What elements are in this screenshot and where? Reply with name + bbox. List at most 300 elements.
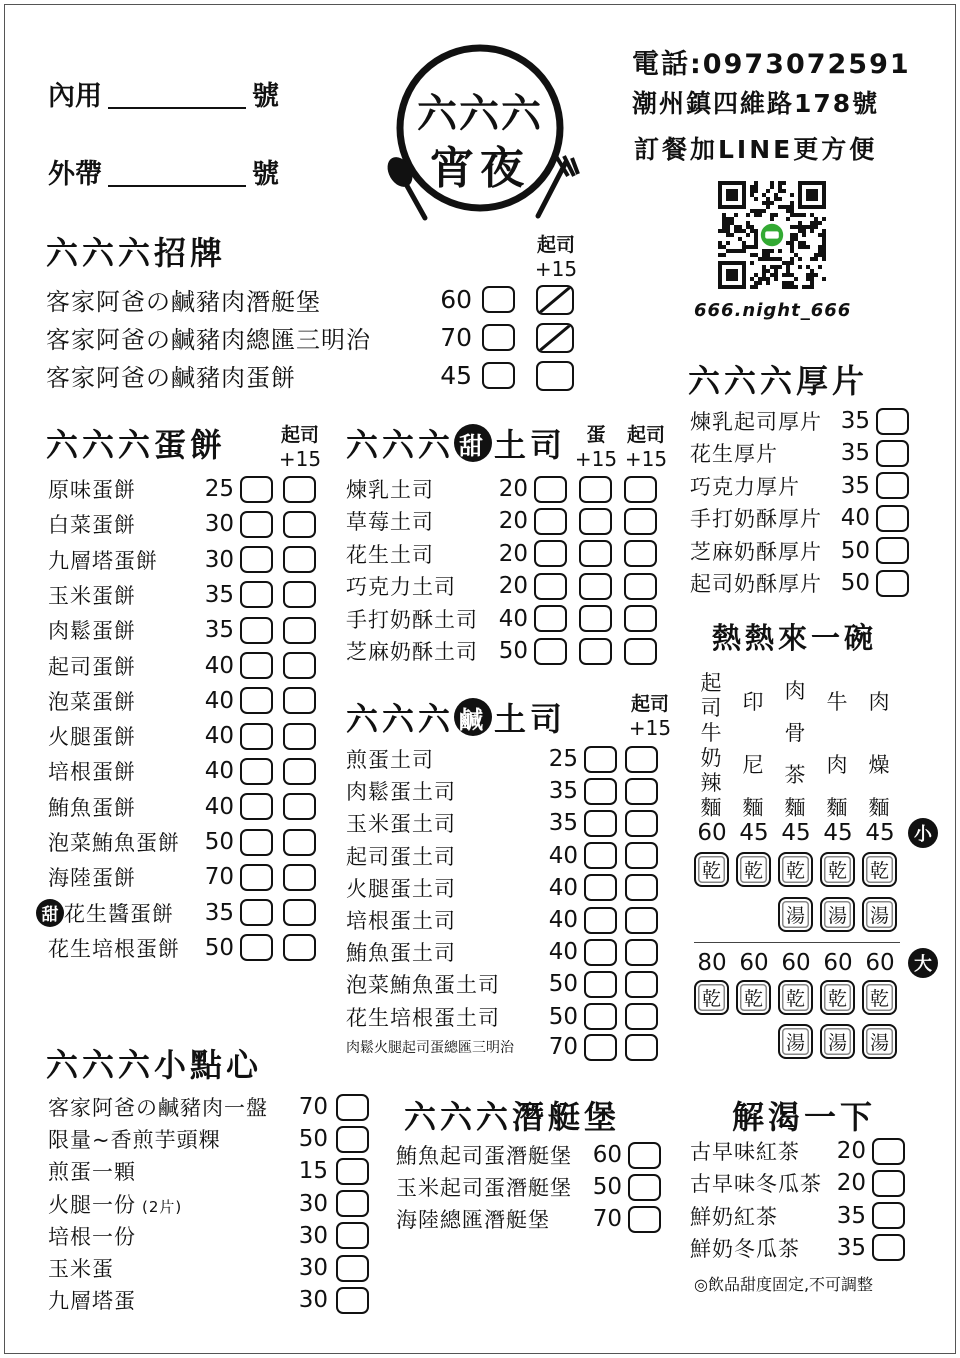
- sweet-toast-addon2-price: +15: [624, 447, 668, 471]
- item-price: 60: [440, 285, 472, 314]
- order-checkbox[interactable]: [534, 540, 567, 567]
- checkbox-group: [584, 907, 666, 934]
- order-checkbox[interactable]: [534, 476, 567, 503]
- item-name: 鮪魚蛋餅: [48, 795, 136, 820]
- item-price: 50: [592, 1174, 622, 1200]
- checkbox-group: [584, 810, 666, 837]
- order-checkbox[interactable]: [336, 1222, 369, 1249]
- checkbox-group: [240, 723, 326, 750]
- snack-row: [48, 1285, 369, 1315]
- noodle-small-price: 45: [823, 820, 853, 846]
- noodle-name-main: [869, 670, 890, 796]
- order-checkbox[interactable]: [584, 842, 617, 869]
- salty-toast-addon-header: [626, 692, 674, 740]
- item-name: 花生厚片: [690, 442, 778, 467]
- addon-checkbox[interactable]: [283, 758, 316, 785]
- dry-option[interactable]: 乾: [778, 852, 813, 887]
- line-id: 666.night_666: [694, 300, 852, 321]
- noodle-char: 牛: [826, 689, 848, 714]
- item-price: 35: [204, 581, 234, 608]
- item-price: 40: [204, 687, 234, 714]
- sweet-toast-addon1-header: [574, 423, 618, 471]
- sweet-toast-addon1-label: 蛋: [586, 424, 606, 446]
- noodles-title: 熱熱來一碗: [712, 621, 878, 655]
- sweet-toast-row: [346, 539, 669, 569]
- item-price: 35: [204, 617, 234, 644]
- checkbox-group: [240, 864, 326, 891]
- item-price: 40: [548, 842, 578, 869]
- dry-option[interactable]: 乾: [694, 980, 729, 1015]
- item-price: 50: [548, 971, 578, 998]
- order-checkbox[interactable]: [240, 511, 273, 538]
- item-name: 培根蛋土司: [346, 909, 456, 933]
- egg-pancake-row: [48, 474, 326, 504]
- addon-checkbox[interactable]: [283, 829, 316, 856]
- order-checkbox[interactable]: [534, 508, 567, 535]
- order-checkbox[interactable]: [336, 1158, 369, 1185]
- item-name: 鮮奶冬瓜茶: [690, 1236, 800, 1261]
- order-checkbox[interactable]: [240, 934, 273, 961]
- order-checkbox[interactable]: [876, 472, 909, 499]
- checkbox-group: [534, 476, 669, 503]
- order-checkbox[interactable]: [876, 440, 909, 467]
- order-checkbox[interactable]: [872, 1138, 905, 1165]
- order-checkbox[interactable]: [240, 758, 273, 785]
- item-price: 40: [204, 652, 234, 679]
- order-checkbox[interactable]: [240, 476, 273, 503]
- order-checkbox[interactable]: [872, 1202, 905, 1229]
- order-checkbox[interactable]: [240, 617, 273, 644]
- addon-checkbox[interactable]: [625, 971, 658, 998]
- item-price: 20: [836, 1138, 866, 1164]
- order-checkbox[interactable]: [876, 570, 909, 597]
- order-checkbox[interactable]: [534, 638, 567, 665]
- order-checkbox[interactable]: [872, 1234, 905, 1261]
- snack-row: [48, 1124, 369, 1154]
- egg-pancake-row: [48, 651, 326, 681]
- sub-row: [396, 1140, 675, 1170]
- egg-pancake-row: [48, 580, 326, 610]
- item-name: 泡菜蛋餅: [48, 689, 136, 714]
- signature-row: [46, 320, 574, 355]
- item-name-text: 培根一份: [48, 1224, 136, 1249]
- address: 潮州鎮四維路178號: [632, 89, 880, 118]
- addon-checkbox[interactable]: [283, 617, 316, 644]
- addon-checkbox[interactable]: [624, 605, 657, 632]
- order-checkbox[interactable]: [584, 810, 617, 837]
- salty-toast-row: [346, 1002, 666, 1032]
- addon-checkbox[interactable]: [625, 778, 658, 805]
- salty-toast-addon-price: +15: [628, 716, 672, 740]
- addon-checkbox[interactable]: [625, 842, 658, 869]
- sweet-toast-title-pre: 六六六: [346, 426, 455, 464]
- addon-checkbox[interactable]: [283, 652, 316, 679]
- item-price: 50: [298, 1126, 328, 1153]
- thick-toast-row: [690, 406, 923, 436]
- egg-pancake-title: 六六六蛋餅: [46, 426, 227, 464]
- order-checkbox[interactable]: [240, 546, 273, 573]
- order-checkbox[interactable]: [876, 537, 909, 564]
- soup-option[interactable]: 湯: [820, 1024, 855, 1059]
- addon-checkbox[interactable]: [625, 939, 658, 966]
- noodle-large-price: 60: [781, 950, 811, 976]
- item-name-text: 客家阿爸の鹹豬肉一盤: [48, 1096, 268, 1120]
- logo: [380, 40, 580, 225]
- addon-checkbox[interactable]: [624, 508, 657, 535]
- drink-row: [690, 1168, 919, 1198]
- item-price: 70: [298, 1094, 328, 1120]
- dine-in-suffix: 號: [252, 81, 279, 112]
- dry-option[interactable]: 乾: [820, 980, 855, 1015]
- noodle-large-price: 60: [823, 950, 853, 976]
- order-checkbox[interactable]: [628, 1206, 661, 1233]
- item-name: 玉米蛋餅: [48, 583, 136, 608]
- thick-toast-row: [690, 568, 923, 598]
- item-name-text: 玉米蛋: [48, 1257, 114, 1281]
- item-price: 25: [204, 476, 234, 502]
- dry-option[interactable]: 乾: [862, 980, 897, 1015]
- salty-toast-row: [346, 1034, 666, 1061]
- noodle-name: [862, 670, 896, 820]
- item-price: 70: [440, 323, 472, 352]
- dry-option[interactable]: 乾: [862, 852, 897, 887]
- addon-checkbox[interactable]: [625, 874, 658, 901]
- noodle-char: 茶: [784, 763, 806, 787]
- thick-toast-title: 六六六厚片: [688, 362, 869, 400]
- item-price: 35: [548, 810, 578, 837]
- dry-option[interactable]: 乾: [736, 852, 771, 887]
- take-out-field[interactable]: [48, 152, 279, 191]
- order-checkbox[interactable]: [240, 581, 273, 608]
- addon-checkbox[interactable]: [283, 511, 316, 538]
- order-checkbox[interactable]: [876, 505, 909, 532]
- item-price: 70: [592, 1206, 622, 1232]
- order-checkbox[interactable]: [240, 899, 273, 926]
- item-name: [48, 1285, 286, 1315]
- addon-checkbox[interactable]: [625, 746, 658, 773]
- order-checkbox[interactable]: [336, 1190, 369, 1217]
- order-checkbox[interactable]: [584, 939, 617, 966]
- item-name: 起司蛋土司: [346, 844, 456, 869]
- egg-pancake-row: [48, 827, 326, 857]
- item-note: (2片): [142, 1197, 183, 1216]
- item-price: 25: [548, 746, 578, 772]
- item-price: 50: [204, 934, 234, 961]
- checkbox-group: [872, 1170, 919, 1197]
- drinks-title: 解渴一下: [732, 1098, 877, 1136]
- item-name: 鮪魚起司蛋潛艇堡: [396, 1144, 572, 1168]
- order-checkbox[interactable]: [240, 687, 273, 714]
- noodle-small-price: 45: [781, 820, 811, 846]
- addon-checkbox[interactable]: [579, 638, 612, 665]
- addon-checkbox[interactable]: [283, 723, 316, 750]
- addon-checkbox[interactable]: [283, 793, 316, 820]
- item-name: 花生醬蛋餅: [64, 901, 174, 926]
- addon-checkbox[interactable]: [579, 476, 612, 503]
- noodle-char: 骨: [784, 721, 806, 745]
- order-checkbox[interactable]: [872, 1170, 905, 1197]
- item-price: 35: [840, 408, 870, 434]
- addon-checkbox[interactable]: [624, 638, 657, 665]
- signature-addon-price: +15: [534, 257, 578, 281]
- item-price: 70: [204, 864, 234, 891]
- item-price: 35: [836, 1234, 866, 1261]
- dine-in-label: 內用: [48, 81, 102, 112]
- noodle-name-main: [785, 670, 806, 796]
- dine-in-field[interactable]: [48, 74, 279, 113]
- addon-checkbox[interactable]: [579, 605, 612, 632]
- checkbox-group: [872, 1202, 919, 1229]
- item-name: 煉乳土司: [346, 478, 434, 502]
- addon-checkbox[interactable]: [283, 899, 316, 926]
- item-name: [48, 1253, 286, 1283]
- soup-option[interactable]: 湯: [862, 1024, 897, 1059]
- noodle-name-main: [827, 670, 848, 796]
- dry-option[interactable]: 乾: [778, 980, 813, 1015]
- item-name: 九層塔蛋餅: [48, 548, 158, 573]
- addon-checkbox[interactable]: [625, 810, 658, 837]
- item-price: 50: [498, 638, 528, 664]
- egg-pancake-row: [48, 792, 326, 822]
- item-price: 40: [204, 793, 234, 820]
- order-checkbox[interactable]: [628, 1142, 661, 1169]
- checkbox-group: [534, 508, 669, 535]
- drink-row: [690, 1233, 919, 1263]
- addon-checkbox[interactable]: [624, 540, 657, 567]
- addon-checkbox[interactable]: [283, 476, 316, 503]
- cheese-checkbox[interactable]: [536, 361, 574, 391]
- sweet-toast-row: [346, 636, 669, 666]
- item-name: 客家阿爸の鹹豬肉潛艇堡: [46, 288, 321, 316]
- salty-toast-row: [346, 841, 666, 871]
- item-name: [48, 1221, 286, 1251]
- checkbox-group: [240, 476, 326, 503]
- line-note: 訂餐加LINE更方便: [634, 135, 878, 164]
- addon-checkbox[interactable]: [579, 540, 612, 567]
- thick-toast-row: [690, 471, 923, 501]
- item-name: [48, 1124, 286, 1154]
- checkbox-group: [240, 546, 326, 573]
- addon-checkbox[interactable]: [283, 546, 316, 573]
- sweet-toast-row: [346, 506, 669, 536]
- checkbox-group: [240, 617, 326, 644]
- sweet-toast-title-post: 土司: [494, 426, 567, 464]
- noodle-name-main: [701, 670, 722, 796]
- drinks-note: ◎飲品甜度固定,不可調整: [694, 1275, 874, 1294]
- egg-pancake-row: [48, 509, 326, 539]
- item-price: 45: [440, 361, 472, 390]
- checkbox-group: [584, 842, 666, 869]
- item-name: 芝麻奶酥厚片: [690, 539, 822, 564]
- sweet-toast-row: [346, 571, 669, 601]
- noodles-divider: [694, 942, 900, 943]
- order-checkbox[interactable]: [584, 971, 617, 998]
- soup-option[interactable]: 湯: [778, 1024, 813, 1059]
- salty-toast-row: [346, 744, 666, 774]
- item-price: 35: [548, 778, 578, 805]
- order-checkbox[interactable]: [482, 286, 515, 313]
- item-name: 煎蛋土司: [346, 748, 434, 772]
- checkbox-group: [240, 899, 326, 926]
- order-checkbox[interactable]: [584, 1003, 617, 1030]
- snack-row: [48, 1221, 369, 1251]
- addon-checkbox[interactable]: [283, 934, 316, 961]
- addon-checkbox[interactable]: [579, 508, 612, 535]
- noodle-char: 肉: [826, 752, 848, 777]
- sweet-toast-addon2-label: 起司: [626, 424, 665, 446]
- order-checkbox[interactable]: [876, 408, 909, 435]
- thick-toast-row: [690, 438, 923, 468]
- checkbox-group: [534, 573, 669, 600]
- item-name: 煉乳起司厚片: [690, 410, 822, 434]
- item-name: 客家阿爸の鹹豬肉總匯三明治: [46, 326, 371, 354]
- noodle-large-price: 60: [865, 950, 895, 976]
- checkbox-group: [628, 1174, 675, 1201]
- checkbox-group: [628, 1206, 675, 1233]
- addon-checkbox[interactable]: [283, 687, 316, 714]
- item-price: 20: [498, 540, 528, 567]
- noodle-char: 肉: [868, 689, 890, 714]
- take-out-line: [108, 185, 246, 187]
- item-price: 50: [840, 570, 870, 596]
- addon-checkbox[interactable]: [624, 573, 657, 600]
- checkbox-group: [628, 1142, 675, 1169]
- dine-in-line: [108, 107, 246, 109]
- order-checkbox[interactable]: [584, 874, 617, 901]
- addon-checkbox[interactable]: [625, 1034, 658, 1061]
- cheese-checkbox-disabled: [536, 285, 574, 315]
- addon-checkbox[interactable]: [625, 907, 658, 934]
- item-name: 花生土司: [346, 542, 434, 567]
- order-checkbox[interactable]: [534, 573, 567, 600]
- item-name: 泡菜鮪魚蛋餅: [48, 831, 180, 855]
- signature-row: [46, 358, 574, 393]
- addon-checkbox[interactable]: [283, 864, 316, 891]
- checkbox-group: [584, 874, 666, 901]
- order-checkbox[interactable]: [336, 1255, 369, 1282]
- soup-option[interactable]: 湯: [862, 897, 897, 932]
- checkbox-group: [240, 793, 326, 820]
- order-checkbox[interactable]: [240, 652, 273, 679]
- item-name: 古早味冬瓜茶: [690, 1172, 822, 1197]
- order-checkbox[interactable]: [628, 1174, 661, 1201]
- order-checkbox[interactable]: [336, 1287, 369, 1314]
- item-price: 30: [298, 1190, 328, 1217]
- order-checkbox[interactable]: [584, 1034, 617, 1061]
- order-checkbox[interactable]: [534, 605, 567, 632]
- egg-pancake-addon-label: 起司: [280, 424, 319, 446]
- order-checkbox[interactable]: [240, 723, 273, 750]
- item-price: 30: [298, 1287, 328, 1314]
- item-name-text: 火腿一份: [48, 1192, 136, 1217]
- dry-option[interactable]: 乾: [694, 852, 729, 887]
- sweet-badge-icon: 甜: [36, 899, 64, 927]
- noodle-char: 印: [742, 689, 764, 714]
- dry-option[interactable]: 乾: [736, 980, 771, 1015]
- noodle-char: 辣: [700, 771, 722, 796]
- item-price: 40: [548, 939, 578, 966]
- noodle-char: 肉: [784, 679, 806, 703]
- item-name-text: 九層塔蛋: [48, 1289, 136, 1314]
- order-checkbox[interactable]: [240, 864, 273, 891]
- noodle-small-price: 45: [865, 820, 895, 846]
- addon-checkbox[interactable]: [283, 581, 316, 608]
- item-name: 火腿蛋餅: [48, 725, 136, 750]
- item-name: 古早味紅茶: [690, 1140, 800, 1164]
- order-checkbox[interactable]: [584, 778, 617, 805]
- order-checkbox[interactable]: [584, 907, 617, 934]
- checkbox-group: [876, 472, 923, 499]
- salty-toast-title: [346, 694, 566, 740]
- checkbox-group: [584, 778, 666, 805]
- salty-toast-addon-label: 起司: [630, 693, 669, 715]
- checkbox-group: [584, 971, 666, 998]
- item-name: 泡菜鮪魚蛋土司: [346, 973, 500, 998]
- order-checkbox[interactable]: [336, 1126, 369, 1153]
- item-name: 花生培根蛋土司: [346, 1005, 500, 1030]
- noodle-char-last: 麵: [742, 796, 764, 820]
- egg-pancake-row: [48, 756, 326, 786]
- item-price: 30: [298, 1255, 328, 1281]
- sweet-toast-row: [346, 474, 669, 504]
- order-checkbox[interactable]: [482, 324, 515, 351]
- noodle-char-last: 麵: [784, 796, 806, 820]
- addon-checkbox[interactable]: [579, 573, 612, 600]
- take-out-suffix: 號: [252, 159, 279, 190]
- item-price: 40: [498, 605, 528, 632]
- egg-pancake-row: [48, 933, 326, 963]
- noodle-name: [694, 670, 728, 820]
- checkbox-group: [240, 511, 326, 538]
- order-checkbox[interactable]: [240, 829, 273, 856]
- item-name: 客家阿爸の鹹豬肉蛋餅: [46, 364, 296, 392]
- item-name: 花生培根蛋餅: [48, 936, 180, 961]
- dry-option[interactable]: 乾: [820, 852, 855, 887]
- item-price: 40: [840, 505, 870, 532]
- snack-row: [48, 1092, 369, 1122]
- qr-code[interactable]: [718, 181, 826, 289]
- item-name: 肉鬆蛋餅: [48, 619, 136, 644]
- snacks-title: 六六六小點心: [46, 1046, 263, 1084]
- item-price: 50: [548, 1003, 578, 1030]
- snack-row: [48, 1189, 369, 1219]
- order-checkbox[interactable]: [240, 793, 273, 820]
- addon-checkbox[interactable]: [625, 1003, 658, 1030]
- salty-badge-icon: 鹹: [454, 698, 492, 736]
- noodle-char-last: 麵: [700, 796, 722, 820]
- order-checkbox[interactable]: [336, 1094, 369, 1121]
- subs-title: 六六六潛艇堡: [404, 1098, 621, 1136]
- signature-row: [46, 282, 574, 317]
- large-size-badge: 大: [908, 948, 938, 978]
- noodle-char: 牛: [700, 720, 722, 745]
- order-checkbox[interactable]: [482, 362, 515, 389]
- checkbox-group: [872, 1138, 919, 1165]
- logo-line2: 宵夜: [430, 143, 530, 194]
- item-price: 35: [836, 1202, 866, 1229]
- item-price: 40: [204, 758, 234, 785]
- snack-row: [48, 1156, 369, 1186]
- sweet-toast-addon1-price: +15: [574, 447, 618, 471]
- soup-option[interactable]: 湯: [778, 897, 813, 932]
- item-price: 30: [298, 1222, 328, 1249]
- order-checkbox[interactable]: [584, 746, 617, 773]
- soup-option[interactable]: 湯: [820, 897, 855, 932]
- checkbox-group: [240, 652, 326, 679]
- logo-line1: 六六六: [417, 91, 543, 137]
- item-name: 手打奶酥土司: [346, 607, 478, 632]
- addon-checkbox[interactable]: [624, 476, 657, 503]
